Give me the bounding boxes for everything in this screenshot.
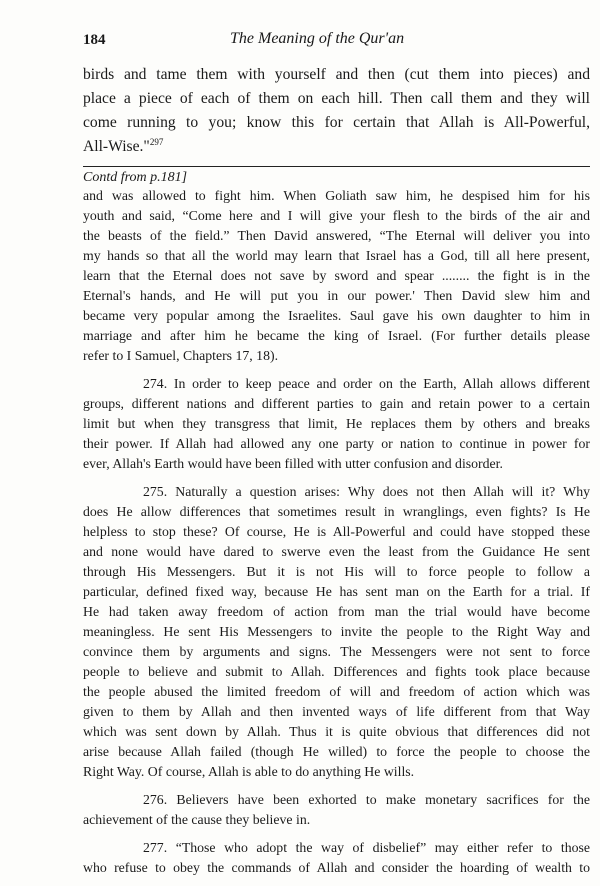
text-line: place a piece of each of them on each hill. Then call them and they will <box>83 90 590 107</box>
text-line: groups, different nations and different parties to gain and retain power to a certain <box>83 396 590 411</box>
main-text <box>83 63 590 159</box>
text-line: come running to you; know this for certain that Allah is All-Powerful, <box>83 114 590 131</box>
footnote-276 <box>83 790 590 830</box>
footnote-divider <box>83 166 590 167</box>
text-line: who refuse to obey the commands of Allah and consider the hoarding of wealth to <box>83 860 590 875</box>
running-title: The Meaning of the Qur'an <box>230 30 405 47</box>
text-line: does He allow differences that sometimes result in wranglings, even fights? Is He <box>83 504 590 519</box>
text-line: which was sent down by Allah. Thus it is quite obvious that differences did not <box>83 724 590 739</box>
text-line: Eternal's hands, and He will put you in our power.' Then David slew him and <box>83 288 590 303</box>
text-line: convince them by arguments and signs. The Messengers were not sent to force <box>83 644 590 659</box>
text-line: ever, Allah's Earth would have been filled with utter confusion and disorder. <box>83 456 503 471</box>
footnote-277 <box>83 838 590 878</box>
footnote-274 <box>83 374 590 474</box>
footnote-275 <box>83 482 590 782</box>
text-line: the people abused the limited freedom of will and freedom of action which was <box>83 684 590 699</box>
text-line: people to believe and submit to Allah. Differences and fights took place because <box>83 664 590 679</box>
text-line: Right Way. Of course, Allah is able to do anything He wills. <box>83 764 415 779</box>
text-line: youth and said, “Come here and I will give your flesh to the birds of the air and <box>83 208 590 223</box>
text-line: 275. Naturally a question arises: Why does not then Allah will it? Why <box>143 484 590 499</box>
text-line: achievement of the cause they believe in. <box>83 812 311 827</box>
text-line: the beasts of the field.” Then David answered, “The Eternal will deliver you into <box>83 228 590 243</box>
text-line: birds and tame them with yourself and then (cut them into pieces) and <box>83 66 590 83</box>
text-line: arise because Allah failed (though He willed) to force the people to choose the <box>83 744 590 759</box>
text-line: particular, defined fixed way, because He has sent man on the Earth for a trial. If <box>83 584 590 599</box>
text-line: helpless to stop these? Of course, He is All-Powerful and could have stopped these <box>83 524 590 539</box>
text-line: their power. If Allah had allowed any one party or nation to continue in power for <box>83 436 590 451</box>
text-line: through His Messengers. But it is not His will to force people to follow a <box>83 564 590 579</box>
text-line: given to them by Allah and then invented ways of life different from that Way <box>83 704 590 719</box>
continued-label: Contd from p.181] <box>83 170 188 185</box>
text-line: He had taken away freedom of action from man the trial would have become <box>83 604 590 619</box>
footnote-reference: 297 <box>149 136 164 147</box>
footnotes <box>83 186 590 886</box>
text-line: meaningless. He sent His Messengers to invite the people to the Right Way and <box>83 624 590 639</box>
text-line: my hands so that all the world may learn that Israel has a God, till all here present, <box>83 248 590 263</box>
text-line: and was allowed to fight him. When Goliath saw him, he despised him for his <box>83 188 590 203</box>
text-line: 277. “Those who adopt the way of disbelief” may either refer to those <box>143 840 590 855</box>
text-line-content: All-Wise." <box>83 138 150 155</box>
text-line: marriage and after him he became the king of Israel. (For further details please <box>83 328 590 343</box>
text-line: learn that the Eternal does not save by sword and spear ........ the fight is in the <box>83 268 590 283</box>
text-line: 274. In order to keep peace and order on the Earth, Allah allows different <box>143 376 590 391</box>
text-line <box>83 135 590 159</box>
page-number: 184 <box>83 32 106 48</box>
text-line: refer to I Samuel, Chapters 17, 18). <box>83 348 279 363</box>
text-line: became very popular among the Israelites. Saul gave his own daughter to him in <box>83 308 590 323</box>
text-line: 276. Believers have been exhorted to make monetary sacrifices for the <box>143 792 590 807</box>
footnote-continued <box>83 186 590 366</box>
text-line: limit but when they transgress that limit, He replaces them by others and breaks <box>83 416 590 431</box>
text-line: and none would have dared to swerve even the least from the Guidance He sent <box>83 544 590 559</box>
